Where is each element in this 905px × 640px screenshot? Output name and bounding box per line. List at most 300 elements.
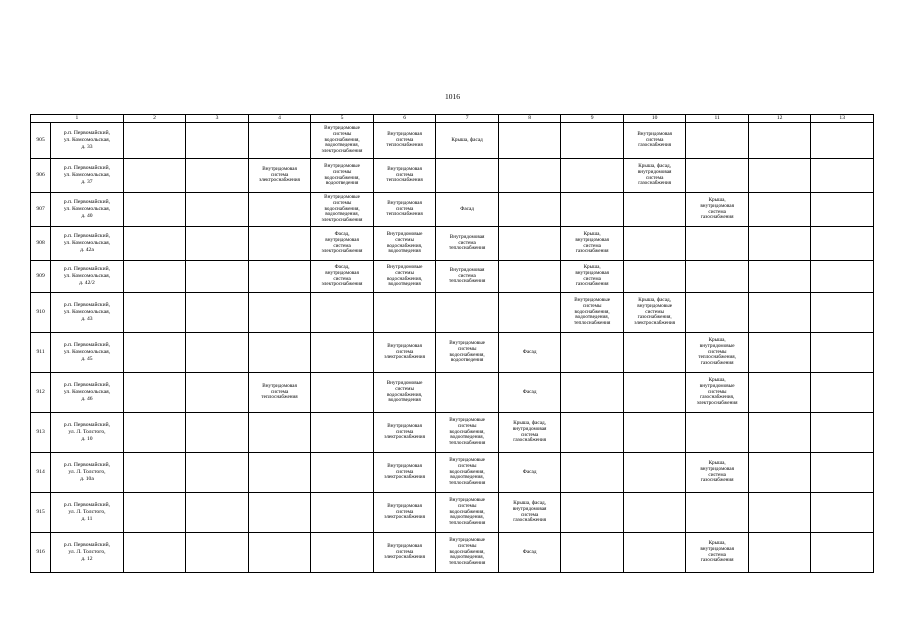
table-row (31, 333, 874, 373)
work-cell-c9 (561, 159, 624, 193)
work-text-line: водоснабжения, (324, 174, 360, 181)
work-cell-c5 (311, 159, 374, 193)
work-cell-c4 (248, 333, 311, 373)
address-line: д. 43 (81, 315, 93, 322)
work-cell-c9 (561, 293, 624, 333)
address-line: р.п. Первомайский, (63, 266, 111, 273)
work-cell-c7 (436, 261, 499, 293)
work-text-line: водоснабжения, (449, 428, 485, 435)
work-cell-c9 (561, 193, 624, 227)
work-cell-c13 (811, 333, 874, 373)
work-cell-c10 (623, 413, 686, 453)
work-text-line: теплоснабжения (448, 440, 486, 447)
work-cell-c3 (186, 453, 249, 493)
work-cell-c4 (248, 533, 311, 573)
work-text-line: электроснабжения (259, 177, 300, 184)
work-text-line: система (395, 468, 414, 475)
work-text-line: Крыша, (708, 459, 726, 466)
row-number: 916 (31, 533, 51, 573)
work-text-line: Внутридомовые (574, 296, 611, 303)
column-header-2: 2 (123, 115, 186, 123)
work-cell-c10 (623, 373, 686, 413)
work-cell-c8 (498, 413, 561, 453)
address-line: ул. Комсомольская, (63, 137, 111, 144)
work-text-line: системы (457, 345, 477, 352)
work-cell-c5 (311, 493, 374, 533)
work-cell-c13 (811, 123, 874, 159)
work-text-line: Внутридомовая (387, 165, 422, 172)
work-cell-c8 (498, 227, 561, 261)
work-cell-c2 (123, 333, 186, 373)
work-cell-c4 (248, 123, 311, 159)
work-cell-c3 (186, 123, 249, 159)
work-cell-c6 (373, 293, 436, 333)
work-text-line: теплоснабжения (448, 245, 486, 252)
work-text-line: система (395, 548, 414, 555)
work-cell-c8 (498, 453, 561, 493)
address-line: ул. Л. Толстого, (68, 429, 106, 436)
work-text-line: внутридомовая (700, 545, 734, 552)
work-cell-c12 (748, 193, 811, 227)
work-text-line: система (395, 171, 414, 178)
address-cell (51, 453, 124, 493)
work-cell-c2 (123, 533, 186, 573)
work-text-line: система (395, 428, 414, 435)
row-number: 906 (31, 159, 51, 193)
work-text-line: водоотведения, (450, 434, 484, 441)
work-cell-c12 (748, 333, 811, 373)
work-text-line: водоотведения (388, 281, 421, 288)
row-number: 915 (31, 493, 51, 533)
table-header-row (31, 115, 874, 123)
work-cell-c4 (248, 261, 311, 293)
work-text-line: система (333, 275, 351, 282)
work-text-line: системы (707, 388, 727, 395)
work-cell-c13 (811, 193, 874, 227)
column-header-5: 5 (311, 115, 374, 123)
table-row (31, 413, 874, 453)
work-cell-c4 (248, 373, 311, 413)
column-header-4: 4 (248, 115, 311, 123)
work-text-line: системы (395, 385, 414, 392)
work-cell-c13 (811, 493, 874, 533)
work-text-line: Внутридомовые (449, 416, 485, 423)
address-cell (51, 293, 124, 333)
address-cell (51, 193, 124, 227)
work-cell-c5 (311, 533, 374, 573)
work-text-line: Крыша, (583, 263, 601, 270)
table-row (31, 293, 874, 333)
capital-repair-table (30, 114, 874, 573)
work-cell-c6 (373, 193, 436, 227)
work-cell-c7 (436, 533, 499, 573)
work-text-line: водоснабжения, (449, 351, 485, 358)
work-text-line: водоснабжения, (449, 548, 485, 555)
row-number: 911 (31, 333, 51, 373)
work-cell-c11 (686, 453, 749, 493)
work-text-line: системы (332, 199, 352, 206)
work-text-line: водоотведения, (325, 142, 359, 149)
work-text-line: система (395, 205, 414, 212)
work-cell-c11 (686, 493, 749, 533)
work-text-line: внутридомовая (325, 236, 359, 243)
row-number: 912 (31, 373, 51, 413)
work-cell-c6 (373, 261, 436, 293)
work-cell-c2 (123, 413, 186, 453)
address-line: р.п. Первомайский, (63, 302, 111, 309)
work-cell-c2 (123, 193, 186, 227)
work-text-line: Внутридомовая (387, 199, 422, 206)
work-cell-c5 (311, 193, 374, 227)
table-row (31, 261, 874, 293)
work-cell-c6 (373, 333, 436, 373)
work-cell-c12 (748, 493, 811, 533)
work-text-line: внутридомовая (512, 505, 547, 512)
work-text-line: теплоснабжения (386, 211, 423, 218)
work-text-line: водоотведения, (450, 474, 484, 481)
work-cell-c7 (436, 413, 499, 453)
address-line: р.п. Первомайский, (63, 382, 111, 389)
work-cell-c5 (311, 333, 374, 373)
work-text-line: Внутридомовые (324, 124, 360, 131)
work-cell-c7 (436, 159, 499, 193)
address-cell (51, 333, 124, 373)
work-cell-c9 (561, 333, 624, 373)
address-cell (51, 261, 124, 293)
work-cell-c9 (561, 453, 624, 493)
column-header-1: 1 (31, 115, 124, 123)
work-text-line: системы (332, 130, 352, 137)
work-text-line: системы (395, 236, 414, 243)
work-cell-c7 (436, 453, 499, 493)
row-number: 907 (31, 193, 51, 227)
work-text-line: электроснабжения (384, 554, 425, 561)
column-header-11: 11 (686, 115, 749, 123)
work-cell-c4 (248, 159, 311, 193)
address-line: р.п. Первомайский, (63, 462, 111, 469)
work-cell-c9 (561, 533, 624, 573)
work-cell-c11 (686, 123, 749, 159)
work-cell-c11 (686, 333, 749, 373)
work-cell-c2 (123, 261, 186, 293)
work-cell-c10 (623, 123, 686, 159)
work-text-line: система (270, 388, 289, 395)
work-cell-c12 (748, 453, 811, 493)
address-line: ул. Комсомольская, (63, 240, 111, 247)
table-row (31, 533, 874, 573)
work-cell-c10 (623, 333, 686, 373)
work-cell-c13 (811, 453, 874, 493)
address-line: д. 42/2 (79, 279, 95, 286)
work-text-line: Внутридомовая (449, 233, 485, 240)
work-text-line: Внутридомовая (262, 382, 297, 389)
work-text-line: системы (645, 308, 664, 315)
work-cell-c4 (248, 227, 311, 261)
work-text-line: Внутридомовые (449, 536, 485, 543)
column-header-12: 12 (748, 115, 811, 123)
work-text-line: Внутридомовые (324, 193, 360, 200)
work-text-line: газоснабжения (638, 142, 672, 149)
work-text-line: Фасад (522, 348, 537, 355)
work-cell-c8 (498, 493, 561, 533)
work-text-line: электроснабжения (384, 474, 425, 481)
work-cell-c5 (311, 453, 374, 493)
row-number: 910 (31, 293, 51, 333)
work-cell-c7 (436, 373, 499, 413)
work-cell-c2 (123, 159, 186, 193)
work-text-line: Внутридомовые (386, 263, 423, 270)
work-cell-c5 (311, 261, 374, 293)
work-text-line: Крыша, (708, 336, 726, 343)
work-cell-c12 (748, 227, 811, 261)
work-text-line: Внутридомовая (387, 462, 422, 469)
address-line: ул. Комсомольская, (63, 273, 111, 280)
column-header-3: 3 (186, 115, 249, 123)
work-text-line: Внутридомовые (386, 379, 423, 386)
work-cell-c3 (186, 493, 249, 533)
address-line: р.п. Первомайский, (63, 542, 111, 549)
table-row (31, 373, 874, 413)
address-line: р.п. Первомайский, (63, 422, 111, 429)
work-text-line: электроснабжения (321, 217, 363, 224)
work-cell-c5 (311, 373, 374, 413)
work-text-line: системы (457, 422, 477, 429)
work-text-line: водоотведения, (325, 211, 359, 218)
work-text-line: система (395, 348, 414, 355)
column-header-9: 9 (561, 115, 624, 123)
work-text-line: водоотведения (325, 180, 359, 187)
work-text-line: Внутридомовые (449, 496, 485, 503)
work-text-line: газоснабжения (513, 437, 547, 444)
address-cell (51, 227, 124, 261)
work-text-line: электроснабжения (321, 148, 363, 155)
work-cell-c8 (498, 293, 561, 333)
work-text-line: Внутридомовые (449, 339, 485, 346)
work-text-line: газоснабжения (700, 214, 734, 221)
work-cell-c3 (186, 533, 249, 573)
work-cell-c4 (248, 493, 311, 533)
table-row (31, 493, 874, 533)
work-text-line: электроснабжения (384, 514, 425, 521)
address-cell (51, 159, 124, 193)
work-text-line: Крыша, (708, 196, 726, 203)
work-text-line: внутридомовая (575, 269, 609, 276)
address-line: ул. Л. Толстого, (68, 549, 106, 556)
work-cell-c5 (311, 293, 374, 333)
work-text-line: Крыша, фасад, (638, 162, 671, 169)
work-cell-c2 (123, 227, 186, 261)
column-header-8: 8 (498, 115, 561, 123)
work-cell-c10 (623, 293, 686, 333)
work-cell-c6 (373, 533, 436, 573)
work-text-line: внутридомовые (699, 382, 735, 389)
work-cell-c8 (498, 533, 561, 573)
column-header-13: 13 (811, 115, 874, 123)
work-text-line: газоснабжения, (637, 314, 672, 321)
work-text-line: Внутридомовые (449, 456, 485, 463)
work-cell-c9 (561, 261, 624, 293)
work-cell-c4 (248, 293, 311, 333)
work-text-line: внутридомовая (512, 425, 547, 432)
work-cell-c3 (186, 373, 249, 413)
work-text-line: электроснабжения (384, 434, 425, 441)
work-text-line: водоснабжения, (387, 391, 423, 398)
work-cell-c10 (623, 193, 686, 227)
work-text-line: Фасад (522, 548, 537, 555)
work-text-line: газоснабжения (700, 557, 734, 564)
work-cell-c13 (811, 413, 874, 453)
work-cell-c6 (373, 493, 436, 533)
address-line: ул. Л. Толстого, (68, 509, 106, 516)
work-text-line: Внутридомовая (387, 502, 422, 509)
table-row (31, 227, 874, 261)
work-cell-c12 (748, 293, 811, 333)
work-cell-c6 (373, 227, 436, 261)
work-text-line: теплоснабжения (448, 520, 486, 527)
work-cell-c3 (186, 333, 249, 373)
work-cell-c11 (686, 373, 749, 413)
work-text-line: Крыша, (708, 376, 726, 383)
work-text-line: Внутридомовая (387, 342, 422, 349)
work-text-line: газоснабжения (638, 180, 672, 187)
work-text-line: Фасад, (334, 230, 350, 237)
work-text-line: системы (707, 348, 727, 355)
work-text-line: система (708, 471, 726, 478)
work-cell-c3 (186, 193, 249, 227)
work-text-line: Внутридомовая (387, 422, 422, 429)
work-text-line: Внутридомовая (449, 266, 485, 273)
address-cell (51, 123, 124, 159)
work-text-line: Фасад (460, 205, 474, 212)
column-header-6: 6 (373, 115, 436, 123)
work-cell-c8 (498, 261, 561, 293)
work-cell-c8 (498, 373, 561, 413)
address-line: д. 37 (81, 178, 93, 185)
work-text-line: Крыша, фасад, (513, 499, 546, 506)
work-text-line: водоотведения (388, 397, 421, 404)
work-text-line: электроснабжения (696, 400, 738, 407)
work-text-line: водоснабжения, (387, 242, 423, 249)
work-text-line: система (708, 208, 726, 215)
work-cell-c12 (748, 373, 811, 413)
work-cell-c11 (686, 159, 749, 193)
work-text-line: система (520, 431, 539, 438)
work-cell-c3 (186, 227, 249, 261)
address-line: р.п. Первомайский, (63, 165, 111, 172)
work-text-line: газоснабжения, (700, 394, 735, 401)
work-text-line: электроснабжения (321, 281, 363, 288)
work-text-line: газоснабжения (575, 281, 609, 288)
work-text-line: Крыша, (708, 539, 726, 546)
work-cell-c10 (623, 159, 686, 193)
work-text-line: водоснабжения, (387, 275, 423, 282)
page-number: 1016 (445, 92, 460, 101)
address-line: р.п. Первомайский, (63, 342, 111, 349)
work-text-line: газоснабжения (575, 248, 609, 255)
work-text-line: система (645, 136, 664, 143)
work-text-line: система (708, 551, 726, 558)
address-line: д. 42а (80, 246, 94, 253)
work-text-line: система (520, 511, 539, 518)
address-line: ул. Комсомольская, (63, 172, 111, 179)
work-cell-c4 (248, 413, 311, 453)
work-text-line: системы (582, 302, 602, 309)
work-cell-c13 (811, 159, 874, 193)
work-cell-c6 (373, 159, 436, 193)
row-number: 913 (31, 413, 51, 453)
work-text-line: Внутридомовые (324, 162, 360, 169)
work-cell-c9 (561, 493, 624, 533)
work-text-line: газоснабжения (513, 517, 547, 524)
work-cell-c6 (373, 453, 436, 493)
work-cell-c10 (623, 493, 686, 533)
address-line: д. 33 (81, 143, 93, 150)
work-cell-c11 (686, 413, 749, 453)
work-text-line: Фасад (522, 468, 537, 475)
address-line: р.п. Первомайский, (63, 130, 111, 137)
work-text-line: водоснабжения, (449, 508, 485, 515)
work-cell-c6 (373, 123, 436, 159)
work-text-line: система (583, 242, 601, 249)
work-text-line: Внутридомовая (262, 165, 297, 172)
work-text-line: электроснабжения (634, 320, 676, 327)
work-text-line: Крыша, фасад, (513, 419, 546, 426)
work-text-line: водоснабжения, (324, 136, 360, 143)
work-text-line: внутридомовые (637, 302, 673, 309)
work-text-line: Крыша, (583, 230, 601, 237)
work-text-line: системы (457, 542, 477, 549)
work-text-line: Внутридомовые (386, 230, 423, 237)
work-cell-c13 (811, 293, 874, 333)
address-line: д. 40 (81, 212, 93, 219)
work-text-line: внутридомовая (700, 202, 734, 209)
work-text-line: теплоснабжения, (698, 354, 736, 361)
address-line: д. 10 (81, 435, 93, 442)
work-cell-c2 (123, 493, 186, 533)
table-row (31, 193, 874, 227)
work-cell-c9 (561, 373, 624, 413)
address-line: д. 46 (81, 395, 93, 402)
work-cell-c7 (436, 333, 499, 373)
table-body (31, 123, 874, 573)
work-cell-c13 (811, 227, 874, 261)
work-text-line: водоснабжения, (324, 205, 360, 212)
work-cell-c11 (686, 293, 749, 333)
address-line: д. 11 (81, 515, 93, 522)
address-cell (51, 533, 124, 573)
work-cell-c7 (436, 493, 499, 533)
work-text-line: водоотведения, (450, 514, 484, 521)
work-cell-c7 (436, 227, 499, 261)
work-text-line: система (583, 275, 601, 282)
work-cell-c9 (561, 227, 624, 261)
work-cell-c10 (623, 227, 686, 261)
work-text-line: системы (457, 462, 477, 469)
work-text-line: система (458, 272, 476, 279)
work-text-line: электроснабжения (321, 248, 363, 255)
work-cell-c7 (436, 193, 499, 227)
work-text-line: Фасад, (334, 263, 350, 270)
work-cell-c3 (186, 413, 249, 453)
work-text-line: система (333, 242, 351, 249)
work-text-line: водоотведения (450, 357, 484, 364)
work-cell-c6 (373, 373, 436, 413)
address-line: р.п. Первомайский, (63, 199, 111, 206)
work-text-line: внутридомовая (575, 236, 609, 243)
work-text-line: теплоснабжения (448, 560, 486, 567)
work-text-line: водоотведения (388, 248, 421, 255)
work-text-line: система (270, 171, 289, 178)
